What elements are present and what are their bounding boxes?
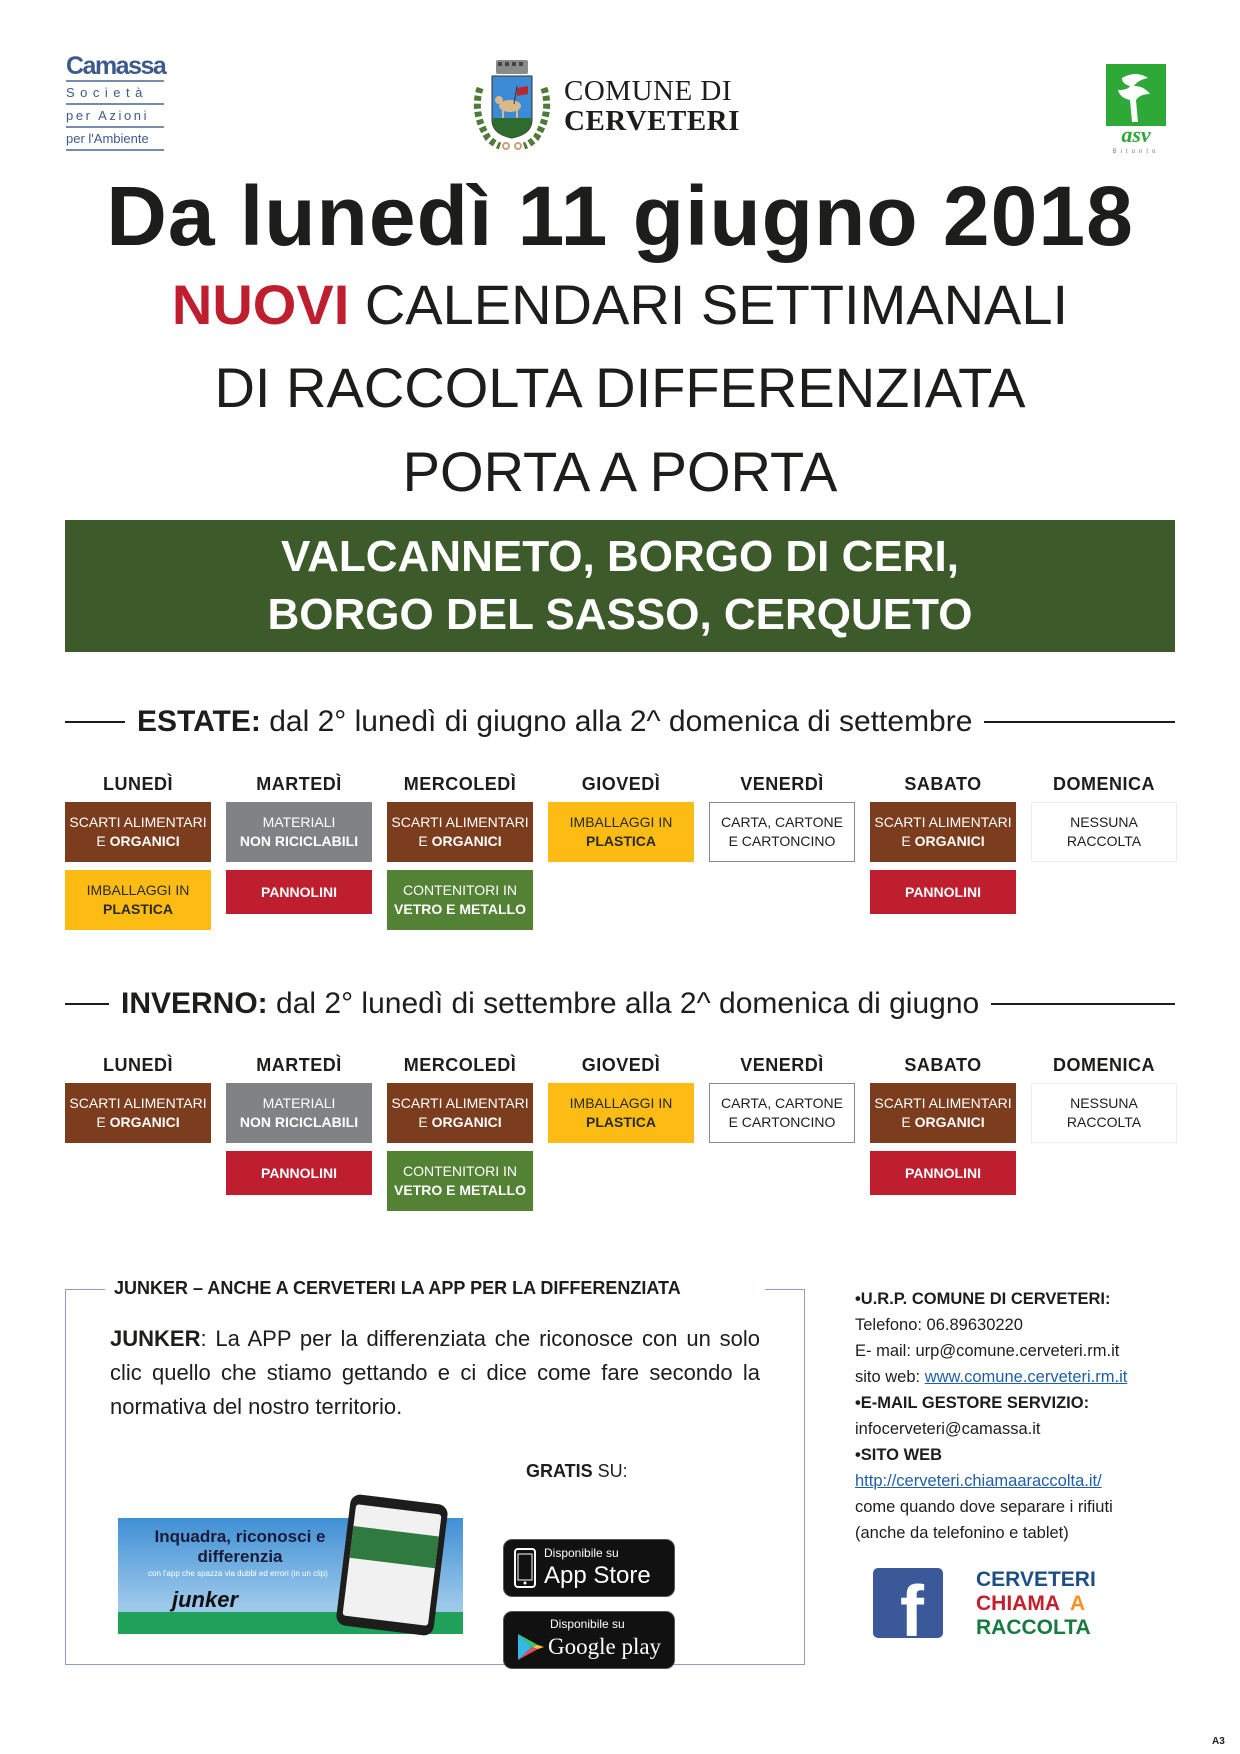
subtitle-line-2: DI RACCOLTA DIFFERENZIATA <box>214 356 1026 419</box>
cerveteri-crest-icon <box>470 58 554 154</box>
day-column <box>709 1053 855 1219</box>
junker-promo-image <box>118 1499 463 1634</box>
day-column <box>548 1053 694 1219</box>
collection-item: SCARTI ALIMENTARI E ORGANICI <box>65 802 211 862</box>
social-block <box>873 1568 1123 1640</box>
subtitle-line-3: PORTA A PORTA <box>402 440 838 503</box>
cerveteri-chiama-a-raccolta-logo: CERVETERI CHIAMA A RACCOLTA <box>976 1568 1096 1639</box>
comune-logo <box>470 58 740 154</box>
area-banner <box>65 520 1175 652</box>
collection-item: PANNOLINI <box>226 870 372 914</box>
season-heading-summer: ESTATE: dal 2° lunedì di giugno alla 2^ domenica di settembre <box>65 705 1175 739</box>
promo-headline: Inquadra, riconosci e differenzia <box>154 1527 326 1566</box>
asv-text: asv <box>1121 122 1151 147</box>
gestore-heading: •E-MAIL GESTORE SERVIZIO: <box>855 1394 1090 1412</box>
day-name: MARTEDÌ <box>256 774 342 794</box>
divider <box>65 721 125 723</box>
google-play-icon <box>516 1632 546 1662</box>
collection-item: CONTENITORI IN VETRO E METALLO <box>387 870 533 930</box>
subtitle-line-1: NUOVI CALENDARI SETTIMANALI <box>171 273 1069 336</box>
collection-item: NESSUNA RACCOLTA <box>1031 802 1177 862</box>
collection-item: CARTA, CARTONE E CARTONCINO <box>709 1083 855 1143</box>
day-column <box>1031 1053 1177 1219</box>
junker-logo: junker <box>172 1587 239 1612</box>
junker-box <box>65 1278 805 1665</box>
day-name: MERCOLEDÌ <box>403 774 517 794</box>
day-name: GIOVEDÌ <box>581 774 661 794</box>
collection-item: SCARTI ALIMENTARI E ORGANICI <box>870 1083 1016 1143</box>
day-name: SABATO <box>904 1055 982 1075</box>
contact-info <box>855 1286 1185 1546</box>
smartphone-icon <box>335 1494 448 1637</box>
app-store-button[interactable]: Disponibile su App Store <box>503 1539 675 1597</box>
area-banner-line-1: VALCANNETO, BORGO DI CERI, <box>281 532 959 581</box>
asv-logo <box>1094 56 1176 156</box>
comune-title: COMUNE DI CERVETERI <box>564 75 740 137</box>
day-column <box>387 1053 533 1219</box>
highlight-new: NUOVI <box>171 273 350 336</box>
page-format-label: A3 <box>1212 1736 1225 1747</box>
day-name: VENERDÌ <box>740 1055 824 1075</box>
urp-heading: •U.R.P. COMUNE DI CERVETERI: <box>855 1290 1111 1308</box>
camassa-line-1: Società <box>66 85 148 100</box>
collection-item: PANNOLINI <box>870 870 1016 914</box>
collection-item: PANNOLINI <box>870 1151 1016 1195</box>
camassa-brand: Camassa <box>66 52 166 80</box>
promo-tagline: con l'app che spazza via dubbi ed errori (in un clip) <box>148 1569 328 1578</box>
divider <box>991 1003 1175 1005</box>
collection-item: IMBALLAGGI IN PLASTICA <box>548 1083 694 1143</box>
junker-title: JUNKER – ANCHE A CERVETERI LA APP PER LA DIFFERENZIATA <box>110 1278 685 1299</box>
day-name: GIOVEDÌ <box>581 1055 661 1075</box>
day-name: MARTEDÌ <box>256 1055 342 1075</box>
camassa-line-3: per l'Ambiente <box>66 131 149 146</box>
collection-item: SCARTI ALIMENTARI E ORGANICI <box>870 802 1016 862</box>
day-column <box>226 1053 372 1219</box>
svg-text:Bitonto: Bitonto <box>1112 149 1160 155</box>
collection-item: CONTENITORI IN VETRO E METALLO <box>387 1151 533 1211</box>
collection-item: IMBALLAGGI IN PLASTICA <box>548 802 694 862</box>
day-name: DOMENICA <box>1053 774 1155 794</box>
urp-site: sito web: www.comune.cerveteri.rm.it <box>855 1368 1128 1386</box>
day-column <box>548 772 694 938</box>
junker-description: JUNKER: La APP per la differenziata che riconosce con un solo clic quello che stiamo gettando e ci dice come fare secondo la normativa del nostro territorio. <box>110 1326 760 1419</box>
phone-icon <box>514 1548 536 1588</box>
day-name: LUNEDÌ <box>103 1055 173 1075</box>
collection-item: IMBALLAGGI IN PLASTICA <box>65 870 211 930</box>
day-name: MERCOLEDÌ <box>403 1055 517 1075</box>
schedule-grid-winter <box>65 1053 1177 1219</box>
collection-item: NESSUNA RACCOLTA <box>1031 1083 1177 1143</box>
day-column <box>65 772 211 938</box>
divider <box>65 1003 109 1005</box>
web-description-2: (anche da telefonino e tablet) <box>855 1524 1069 1542</box>
collection-item: PANNOLINI <box>226 1151 372 1195</box>
day-column <box>870 1053 1016 1219</box>
day-column <box>387 772 533 938</box>
divider <box>984 721 1175 723</box>
camassa-line-2: per Azioni <box>66 108 150 123</box>
headline-date: Da lunedì 11 giugno 2018 <box>106 169 1134 263</box>
day-column <box>709 772 855 938</box>
collection-item: MATERIALI NON RICICLABILI <box>226 802 372 862</box>
urp-phone: Telefono: 06.89630220 <box>855 1316 1023 1334</box>
google-play-button[interactable]: Disponibile su Google play <box>503 1611 675 1669</box>
day-column <box>226 772 372 938</box>
camassa-logo <box>66 52 164 151</box>
free-on-label: GRATIS SU: <box>526 1461 628 1481</box>
day-column <box>1031 772 1177 938</box>
collection-item: SCARTI ALIMENTARI E ORGANICI <box>387 802 533 862</box>
area-banner-line-2: BORGO DEL SASSO, CERQUETO <box>267 590 973 639</box>
schedule-grid-summer <box>65 772 1177 938</box>
urp-email: E- mail: urp@comune.cerveteri.rm.it <box>855 1342 1120 1360</box>
facebook-icon[interactable]: f <box>873 1568 943 1638</box>
web-heading: •SITO WEB <box>855 1446 943 1464</box>
gestore-email: infocerveteri@camassa.it <box>855 1420 1041 1438</box>
collection-item: CARTA, CARTONE E CARTONCINO <box>709 802 855 862</box>
day-name: DOMENICA <box>1053 1055 1155 1075</box>
collection-item: MATERIALI NON RICICLABILI <box>226 1083 372 1143</box>
day-column <box>65 1053 211 1219</box>
day-name: LUNEDÌ <box>103 774 173 794</box>
comune-website-link[interactable]: www.comune.cerveteri.rm.it <box>924 1368 1128 1386</box>
web-description-1: come quando dove separare i rifiuti <box>855 1498 1113 1516</box>
chiamaaraccolta-link[interactable]: http://cerveteri.chiamaaraccolta.it/ <box>855 1472 1102 1490</box>
season-heading-winter: INVERNO: dal 2° lunedì di settembre alla 2^ domenica di giugno <box>65 987 1175 1021</box>
day-name: VENERDÌ <box>740 774 824 794</box>
day-name: SABATO <box>904 774 982 794</box>
collection-item: SCARTI ALIMENTARI E ORGANICI <box>387 1083 533 1143</box>
day-column <box>870 772 1016 938</box>
collection-item: SCARTI ALIMENTARI E ORGANICI <box>65 1083 211 1143</box>
